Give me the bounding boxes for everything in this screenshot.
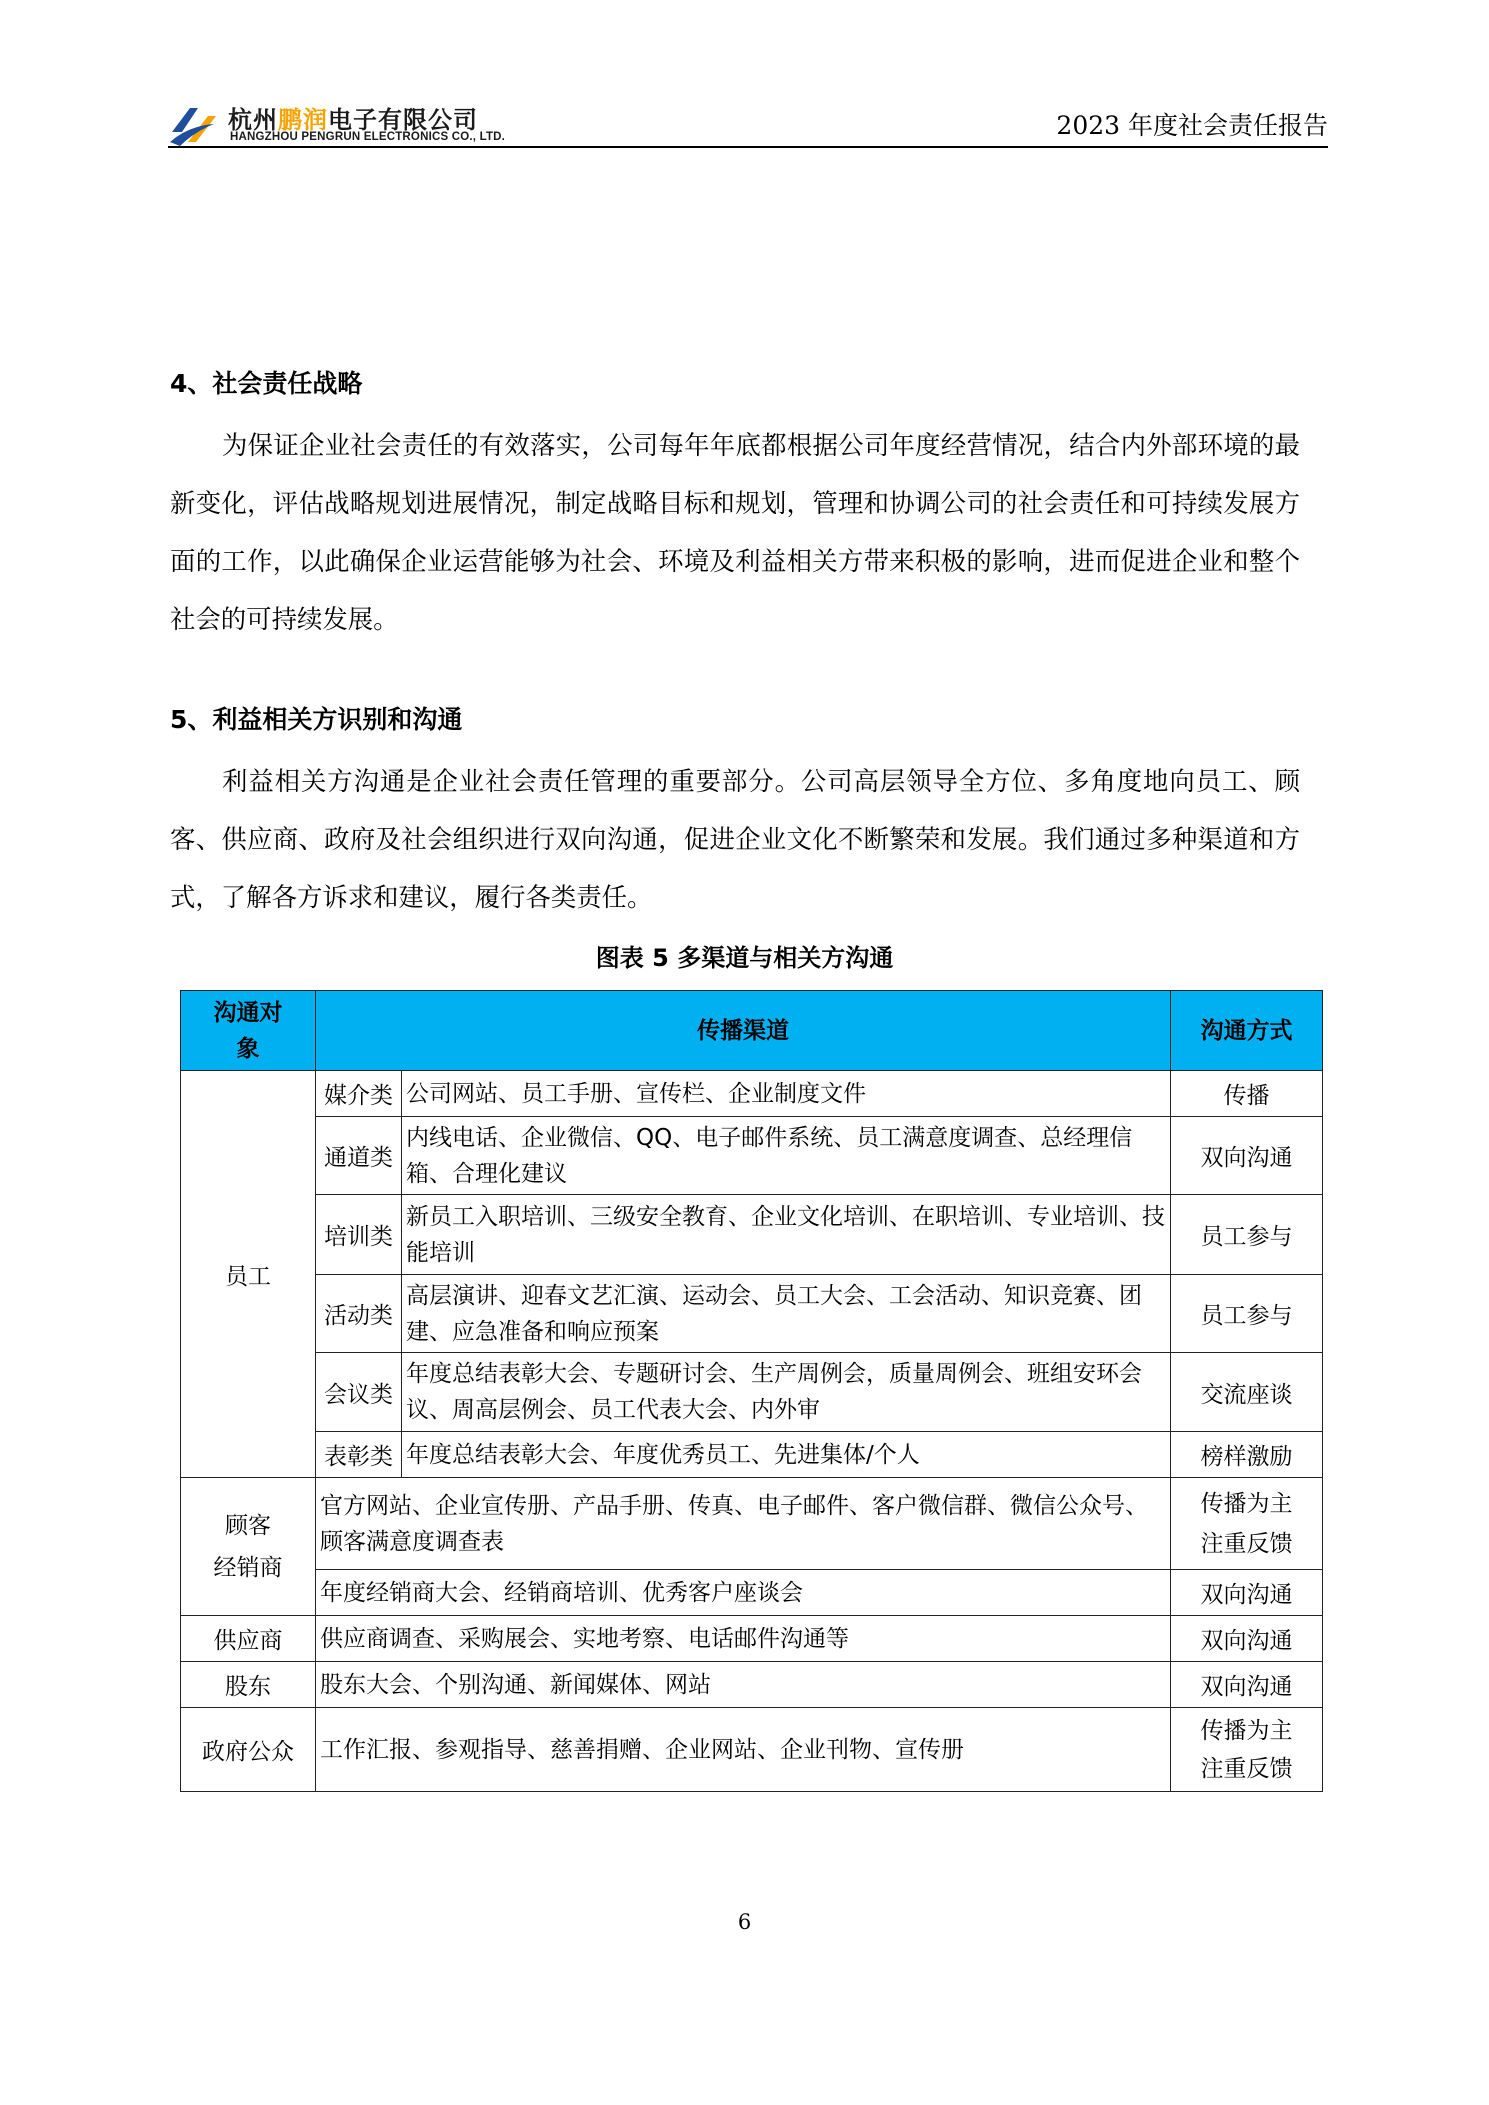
method-cell: 传播 <box>1171 1071 1323 1117</box>
channel-cell: 官方网站、企业宣传册、产品手册、传真、电子邮件、客户微信群、微信公众号、顾客满意度调查表 <box>316 1478 1171 1570</box>
company-logo <box>168 100 688 146</box>
company-name-en: HANGZHOU PENGRUN ELECTRONICS CO., LTD. <box>230 131 506 143</box>
table-caption: 图表 5 多渠道与相关方沟通 <box>595 944 894 972</box>
method-cell <box>1171 1708 1323 1792</box>
category-cell: 表彰类 <box>316 1432 402 1478</box>
header-target: 沟通对象 <box>181 991 316 1071</box>
table-row <box>181 1570 1323 1616</box>
channel-cell: 公司网站、员工手册、宣传栏、企业制度文件 <box>402 1071 1171 1117</box>
method-cell: 员工参与 <box>1171 1275 1323 1353</box>
header-channel: 传播渠道 <box>316 991 1171 1071</box>
target-shareholder: 股东 <box>181 1662 316 1708</box>
company-name-cn: 杭州鹏润电子有限公司 <box>228 106 478 134</box>
target-government: 政府公众 <box>181 1708 316 1792</box>
page-number: 6 <box>737 1910 752 1934</box>
method-line1: 传播为主 <box>1200 1490 1293 1517</box>
method-cell: 双向沟通 <box>1171 1117 1323 1195</box>
category-cell: 会议类 <box>316 1353 402 1432</box>
table-row <box>181 1071 1323 1117</box>
method-cell <box>1171 1478 1323 1570</box>
table-header-row <box>181 991 1323 1071</box>
method-cell: 员工参与 <box>1171 1195 1323 1275</box>
table-row <box>181 1275 1323 1353</box>
channel-cell: 供应商调查、采购展会、实地考察、电话邮件沟通等 <box>316 1616 1171 1662</box>
category-cell: 通道类 <box>316 1117 402 1195</box>
table-row <box>181 1478 1323 1570</box>
method-cell: 交流座谈 <box>1171 1353 1323 1432</box>
channel-cell: 新员工入职培训、三级安全教育、企业文化培训、在职培训、专业培训、技能培训 <box>402 1195 1171 1275</box>
pengrun-logo-icon <box>168 102 220 148</box>
section-heading-strategy: 4、社会责任战略 <box>170 369 363 398</box>
table-row <box>181 1195 1323 1275</box>
channel-cell: 年度总结表彰大会、专题研讨会、生产周例会，质量周例会、班组安环会议、周高层例会、员工代表大会、内外审 <box>402 1353 1171 1432</box>
target-customer <box>181 1478 316 1616</box>
channel-cell: 内线电话、企业微信、QQ、电子邮件系统、员工满意度调查、总经理信箱、合理化建议 <box>402 1117 1171 1195</box>
target-supplier: 供应商 <box>181 1616 316 1662</box>
method-cell: 双向沟通 <box>1171 1616 1323 1662</box>
section-paragraph-stakeholders: 利益相关方沟通是企业社会责任管理的重要部分。公司高层领导全方位、多角度地向员工、顾客、供应商、政府及社会组织进行双向沟通，促进企业文化不断繁荣和发展。我们通过多种渠道和方式，了解各方诉求和建议，履行各类责任。 <box>170 766 1300 912</box>
table-row <box>181 1616 1323 1662</box>
target-employee: 员工 <box>181 1071 316 1478</box>
method-cell: 双向沟通 <box>1171 1662 1323 1708</box>
method-cell: 榜样激励 <box>1171 1432 1323 1478</box>
category-cell: 培训类 <box>316 1195 402 1275</box>
channel-cell: 工作汇报、参观指导、慈善捐赠、企业网站、企业刊物、宣传册 <box>316 1708 1171 1792</box>
channel-cell: 高层演讲、迎春文艺汇演、运动会、员工大会、工会活动、知识竞赛、团建、应急准备和响应预案 <box>402 1275 1171 1353</box>
channel-cell: 年度总结表彰大会、年度优秀员工、先进集体/个人 <box>402 1432 1171 1478</box>
section-paragraph-strategy: 为保证企业社会责任的有效落实，公司每年年底都根据公司年度经营情况，结合内外部环境的最新变化，评估战略规划进展情况，制定战略目标和规划，管理和协调公司的社会责任和可持续发展方面的工作，以此确保企业运营能够为社会、环境及利益相关方带来积极的影响，进而促进企业和整个社会的可持续发展。 <box>170 430 1300 634</box>
target-customer-line1: 顾客 <box>225 1512 271 1539</box>
header-method: 沟通方式 <box>1171 991 1323 1071</box>
section-heading-stakeholders: 5、利益相关方识别和沟通 <box>170 705 463 734</box>
category-cell: 媒介类 <box>316 1071 402 1117</box>
stakeholder-communication-table <box>180 990 1323 1792</box>
table-row <box>181 1662 1323 1708</box>
header-divider <box>168 146 1328 148</box>
table-row <box>181 1353 1323 1432</box>
method-line2: 注重反馈 <box>1200 1755 1293 1782</box>
channel-cell: 股东大会、个别沟通、新闻媒体、网站 <box>316 1662 1171 1708</box>
table-row <box>181 1117 1323 1195</box>
report-title: 2023 年度社会责任报告 <box>1056 111 1328 140</box>
method-line2: 注重反馈 <box>1200 1530 1293 1557</box>
table-row <box>181 1432 1323 1478</box>
target-customer-line2: 经销商 <box>213 1554 283 1581</box>
method-cell: 双向沟通 <box>1171 1570 1323 1616</box>
method-line1: 传播为主 <box>1200 1717 1293 1744</box>
page-header <box>168 100 1328 148</box>
table-row <box>181 1708 1323 1792</box>
category-cell: 活动类 <box>316 1275 402 1353</box>
channel-cell: 年度经销商大会、经销商培训、优秀客户座谈会 <box>316 1570 1171 1616</box>
